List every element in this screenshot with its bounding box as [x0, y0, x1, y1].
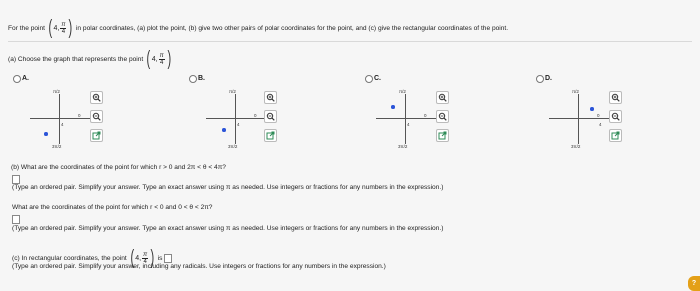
tick-top: π/2	[572, 89, 579, 94]
open-graph-icon[interactable]	[609, 129, 622, 142]
tick-top: π/2	[399, 89, 406, 94]
option-d-radio[interactable]	[536, 75, 544, 83]
option-b-graph	[206, 88, 266, 150]
theta-numerator: π	[143, 251, 148, 258]
tick-side: 4	[237, 122, 240, 127]
help-label: ?	[691, 280, 697, 287]
y-axis	[235, 94, 236, 144]
tick-side: 4	[599, 122, 602, 127]
option-a-graph	[30, 88, 90, 150]
theta-denominator: 4	[61, 28, 66, 35]
part-c-prompt-after: is	[157, 254, 163, 262]
divider	[8, 41, 692, 42]
option-a-radio[interactable]	[13, 75, 21, 83]
zoom-in-icon[interactable]	[264, 91, 277, 104]
option-d-graph	[549, 88, 609, 150]
open-graph-icon[interactable]	[436, 129, 449, 142]
point-expression-a: ( 4, $\frac{\pi}{4}$ )	[146, 48, 171, 70]
point-r: 4,	[151, 55, 158, 63]
plotted-point	[590, 107, 594, 111]
y-axis	[59, 94, 60, 144]
theta-numerator: π	[159, 52, 164, 59]
plotted-point	[44, 132, 48, 136]
tick-bottom: 3π/2	[398, 144, 408, 149]
tick-right: 0	[78, 113, 81, 118]
theta-denominator: 4	[159, 59, 164, 66]
part-b-question-2: What are the coordinates of the point for which r < 0 and 0 < θ < 2π?	[12, 204, 213, 211]
point-r: 4,	[53, 24, 60, 32]
tick-bottom: 3π/2	[228, 144, 238, 149]
open-graph-icon[interactable]	[264, 129, 277, 142]
x-axis	[30, 118, 90, 119]
answer-c-input[interactable]	[164, 254, 172, 263]
zoom-in-icon[interactable]	[609, 91, 622, 104]
option-c-graph	[376, 88, 436, 150]
x-axis	[206, 118, 266, 119]
answer-b2-input[interactable]	[12, 215, 20, 224]
option-b-radio[interactable]	[189, 75, 197, 83]
open-graph-icon[interactable]	[90, 129, 103, 142]
tick-bottom: 3π/2	[571, 144, 581, 149]
point-expression-c: ( 4, $\frac{\pi}{4}$ )	[130, 247, 155, 269]
tick-top: π/2	[229, 89, 236, 94]
part-b-question-1: (b) What are the coordinates of the point for which r > 0 and 2π < θ < 4π?	[11, 164, 226, 171]
option-c-label: C.	[374, 75, 381, 82]
zoom-in-icon[interactable]	[90, 91, 103, 104]
point-r: 4,	[135, 254, 142, 262]
tick-bottom: 3π/2	[52, 144, 62, 149]
plotted-point	[391, 105, 395, 109]
intro-after: in polar coordinates, (a) plot the point, (b) give two other pairs of polar coordinates for the point, and (c) give the rectangular coordinates of the point.	[75, 24, 509, 32]
point-expression: ( 4, $\frac{\pi}{4}$ )	[48, 17, 73, 39]
intro-before: For the point	[8, 24, 46, 32]
option-c-radio[interactable]	[365, 75, 373, 83]
part-c-hint: (Type an ordered pair. Simplify your answer, including any radicals. Use integers or fractions for any numbers in the expression.)	[12, 263, 386, 270]
tick-side: 4	[407, 122, 410, 127]
option-a-label: A.	[22, 75, 29, 82]
intro-text	[8, 17, 509, 39]
zoom-out-icon[interactable]	[90, 110, 103, 123]
part-a-prompt	[8, 48, 172, 70]
x-axis	[549, 118, 609, 119]
help-button[interactable]	[688, 276, 700, 291]
tick-right: 0	[597, 113, 600, 118]
zoom-in-icon[interactable]	[436, 91, 449, 104]
option-b-label: B.	[198, 75, 205, 82]
zoom-out-icon[interactable]	[609, 110, 622, 123]
option-d-label: D.	[545, 75, 552, 82]
y-axis	[405, 94, 406, 144]
zoom-out-icon[interactable]	[264, 110, 277, 123]
zoom-out-icon[interactable]	[436, 110, 449, 123]
theta-denominator: 4	[143, 258, 147, 265]
theta-numerator: π	[61, 21, 66, 28]
y-axis	[578, 94, 579, 144]
answer-b1-input[interactable]	[12, 175, 20, 184]
x-axis	[376, 118, 436, 119]
tick-right: 0	[424, 113, 427, 118]
plotted-point	[222, 128, 226, 132]
part-a-prompt-text: (a) Choose the graph that represents the point	[8, 55, 144, 63]
tick-side: 4	[61, 122, 64, 127]
part-c-prompt-before: (c) In rectangular coordinates, the point	[12, 254, 127, 262]
tick-right: 0	[254, 113, 257, 118]
tick-top: π/2	[53, 89, 60, 94]
part-b-hint-2: (Type an ordered pair. Simplify your answer. Type an exact answer using π as needed. Use integers or fractions for any numbers in the expression.)	[12, 225, 444, 232]
part-b-hint-1: (Type an ordered pair. Simplify your answer. Type an exact answer using π as needed. Use integers or fractions for any numbers in the expression.)	[12, 184, 444, 191]
